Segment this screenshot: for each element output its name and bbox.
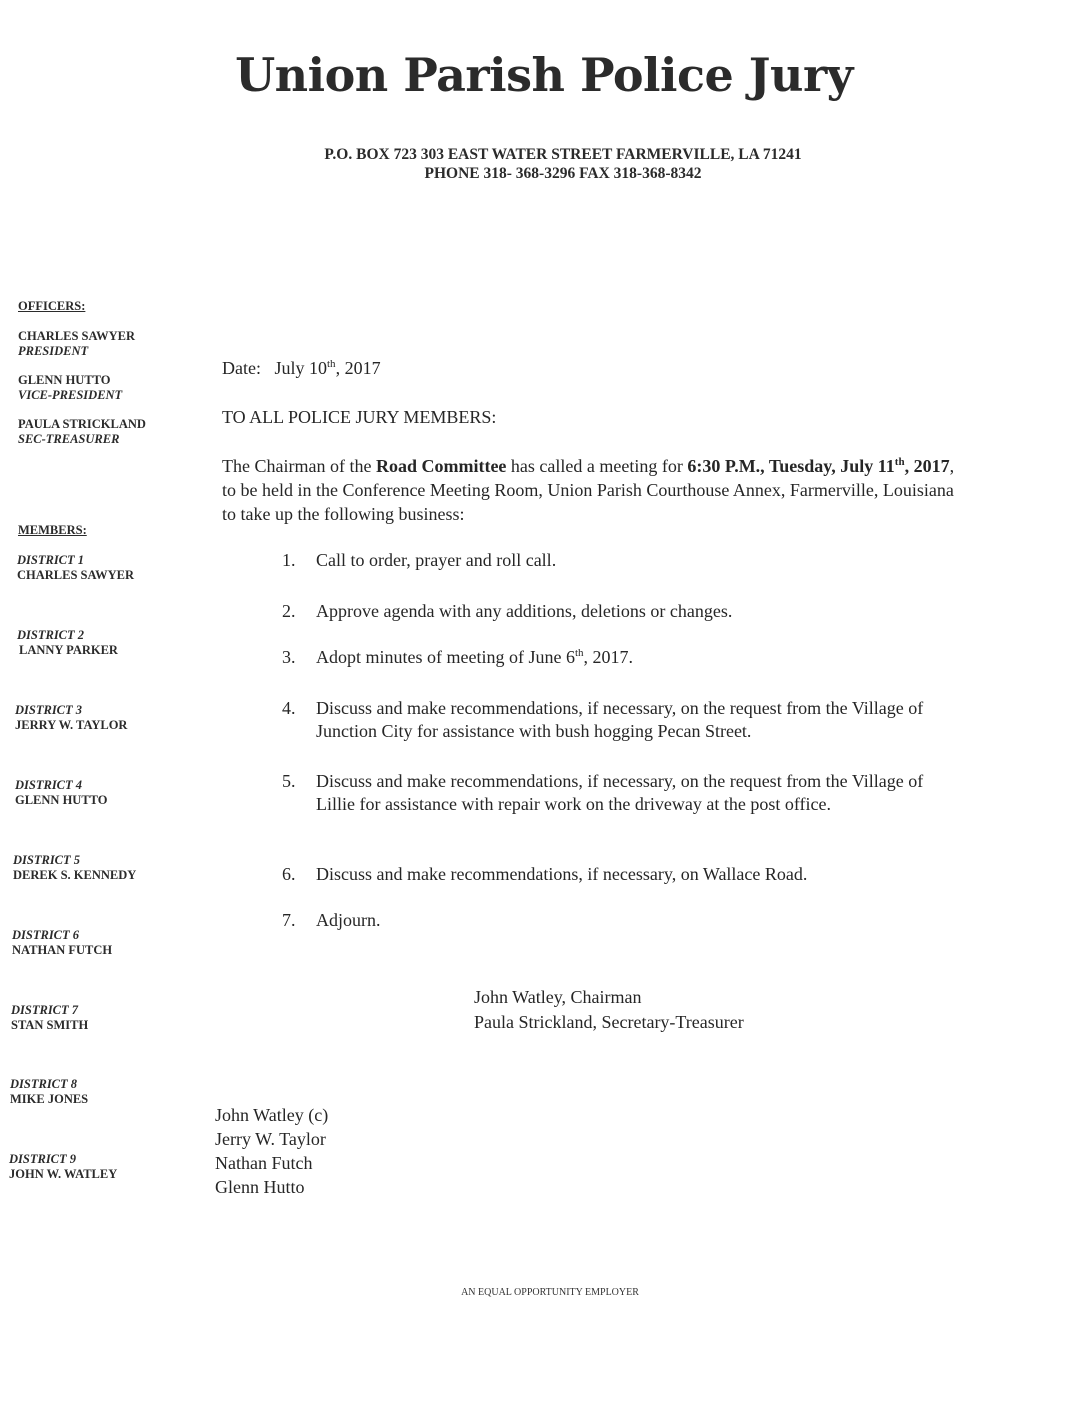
members-heading: MEMBERS: <box>18 523 87 537</box>
cc-name: Jerry W. Taylor <box>215 1129 326 1149</box>
officer-name: CHARLES SAWYER <box>18 329 136 343</box>
member-name: MIKE JONES <box>10 1092 89 1106</box>
letterhead-phone: PHONE 318- 368-3296 FAX 318-368-8342 <box>424 165 702 182</box>
member-district: DISTRICT 8 <box>10 1077 78 1091</box>
member-entry <box>17 628 118 658</box>
officers-heading: OFFICERS: <box>18 299 86 313</box>
cc-name: Nathan Futch <box>215 1153 313 1173</box>
letterhead-title: Union Parish Police Jury <box>235 48 853 102</box>
member-entry <box>9 1152 117 1182</box>
member-entry <box>17 553 134 583</box>
member-district: DISTRICT 6 <box>12 928 80 942</box>
member-name: NATHAN FUTCH <box>12 943 113 957</box>
officer-title: VICE-PRESIDENT <box>18 388 123 402</box>
footer-text: AN EQUAL OPPORTUNITY EMPLOYER <box>461 1287 639 1298</box>
member-district: DISTRICT 9 <box>9 1152 77 1166</box>
signature-chairman: John Watley, Chairman <box>474 987 642 1007</box>
signature-secretary: Paula Strickland, Secretary-Treasurer <box>474 1012 744 1032</box>
cc-name: Glenn Hutto <box>215 1177 305 1197</box>
member-name: GLENN HUTTO <box>15 793 108 807</box>
officer-entry <box>18 373 122 403</box>
letter-salutation: TO ALL POLICE JURY MEMBERS: <box>222 407 497 427</box>
member-district: DISTRICT 7 <box>11 1003 79 1017</box>
officer-title: SEC-TREASURER <box>18 432 120 446</box>
member-entry <box>12 928 112 958</box>
member-entry <box>15 703 127 733</box>
member-district: DISTRICT 5 <box>13 853 81 867</box>
member-district: DISTRICT 3 <box>15 703 83 717</box>
officer-entry <box>18 329 135 359</box>
member-district: DISTRICT 1 <box>17 553 85 567</box>
member-name: JOHN W. WATLEY <box>9 1167 118 1181</box>
cc-list <box>215 1103 328 1199</box>
letterhead-address: P.O. BOX 723 303 EAST WATER STREET FARMERVILLE, LA 71241 <box>324 146 802 163</box>
member-name: STAN SMITH <box>11 1018 89 1032</box>
letter-date: Date: July 10th, 2017 <box>222 358 381 378</box>
member-name: CHARLES SAWYER <box>17 568 135 582</box>
member-name: LANNY PARKER <box>19 643 118 657</box>
member-district: DISTRICT 4 <box>15 778 83 792</box>
member-entry <box>10 1077 88 1107</box>
cc-name: John Watley (c) <box>215 1105 329 1125</box>
officer-entry <box>18 417 146 447</box>
member-district: DISTRICT 2 <box>17 628 85 642</box>
officer-name: PAULA STRICKLAND <box>18 417 146 431</box>
member-entry <box>11 1003 88 1033</box>
member-name: DEREK S. KENNEDY <box>13 868 137 882</box>
member-entry <box>13 853 136 883</box>
member-name: JERRY W. TAYLOR <box>15 718 128 732</box>
member-entry <box>15 778 108 808</box>
officer-title: PRESIDENT <box>18 344 89 358</box>
letter-intro: The Chairman of the Road Committee has called a meeting for 6:30 P.M., Tuesday, July 11th, 2017, to be held in the Conference Meeting Room, Union Parish Courthouse Annex, Farmerville, Louisiana to take up the following business: <box>222 456 955 524</box>
officer-name: GLENN HUTTO <box>18 373 111 387</box>
signature-block <box>474 985 744 1035</box>
letter-page: Union Parish Police Jury P.O. BOX 723 303 EAST WATER STREET FARMERVILLE, LA 71241 PHONE 318- 368-3296 FAX 318-368-8342 OFFICERS: CHARLES SAWYER PRESIDENT GLENN HUTTO VICE-PRESIDENT PAULA STRICKLAND SEC-TREASURER MEMBERS: DISTRICT 1 CHARLES SAWYER DISTRICT 2 LANNY PARKER DISTRICT 3 JERRY W. TAYLOR DISTRICT 4 GLENN HUTTO DISTRICT 5 DEREK S. KENNEDY DISTRICT 6 NATHAN FUTCH DISTRICT 7 STAN SMITH DISTRICT 8 MIKE JONES DISTRICT 9 JOHN W. WATLEY Date: July 10th, 2017 TO ALL POLICE JURY MEMBERS: The Chairman of the Road Committee has called a meeting for 6:30 P.M., Tuesday, July 11th, 2017, to be held in the Conference Meeting Room, Union Parish Courthouse Annex, Farmerville, Louisiana to take up the following business: 1. Call to order, prayer and roll call. 2. Approve agenda with any additions, deletions or changes. 3. Adopt minutes of meeting of June 6th, 2017. 4. Discuss and make recommendations, if necessary, on the request from the Village of Junction City for assistance with bush hogging Pecan Street. 5. Discuss and make recommendations, if necessary, on the request from the Village of Lillie for assistance with repair work on the driveway at the post office. 6. Discuss and make recommendations, if necessary, on Wallace Road. 7. Adjourn. John Watley, Chairman Paula Strickland, Secretary-Treasurer John Watley (c) Jerry W. Taylor Nathan Futch Glenn Hutto AN EQUAL OPPORTUNITY EMPLOYER <box>0 0 1088 1408</box>
